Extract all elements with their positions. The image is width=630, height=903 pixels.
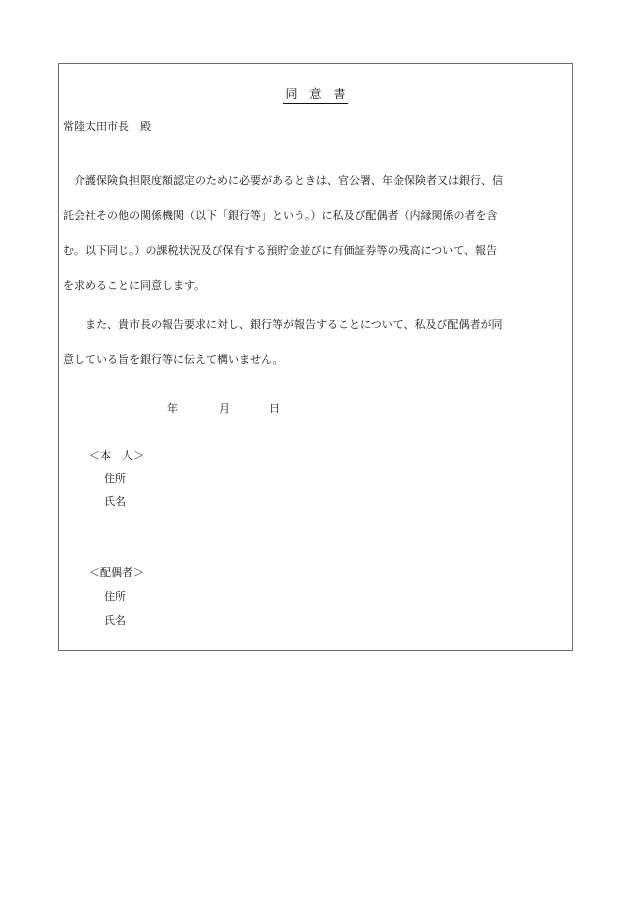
spouse-name-label: 氏名 bbox=[104, 614, 126, 627]
date-year-label: 年 bbox=[167, 402, 178, 415]
title-char-3: 書 bbox=[333, 87, 346, 101]
self-heading: ＜本 人＞ bbox=[89, 449, 144, 462]
paragraph1-line-3: む。以下同じ。）の課税状況及び保有する預貯金並びに有価証券等の残高について、報告 bbox=[63, 244, 498, 257]
document-title bbox=[59, 86, 572, 104]
title-char-2: 意 bbox=[309, 87, 322, 101]
date-month-label: 月 bbox=[219, 402, 230, 415]
date-day-label: 日 bbox=[269, 402, 280, 415]
paragraph1-line-2: 託会社その他の関係機関（以下「銀行等」という。）に私及び配偶者（内縁関係の者を含 bbox=[63, 209, 498, 222]
self-address-label: 住所 bbox=[104, 472, 126, 485]
consent-form-frame bbox=[58, 63, 573, 651]
addressee: 常陸太田市長 殿 bbox=[63, 120, 151, 133]
self-name-label: 氏名 bbox=[104, 495, 126, 508]
paragraph2-line-2: 意している旨を銀行等に伝えて構いません。 bbox=[63, 353, 284, 366]
paragraph1-line-4: を求めることに同意します。 bbox=[63, 279, 206, 292]
title-char-1: 同 bbox=[285, 87, 298, 101]
paragraph1-line-1: 介護保険負担限度額認定のために必要があるときは、官公署、年金保険者又は銀行、信 bbox=[63, 174, 503, 187]
spouse-address-label: 住所 bbox=[104, 590, 126, 603]
paragraph2-line-1: また、貴市長の報告要求に対し、銀行等が報告することについて、私及び配偶者が同 bbox=[63, 318, 503, 331]
spouse-heading: ＜配偶者＞ bbox=[89, 566, 144, 579]
